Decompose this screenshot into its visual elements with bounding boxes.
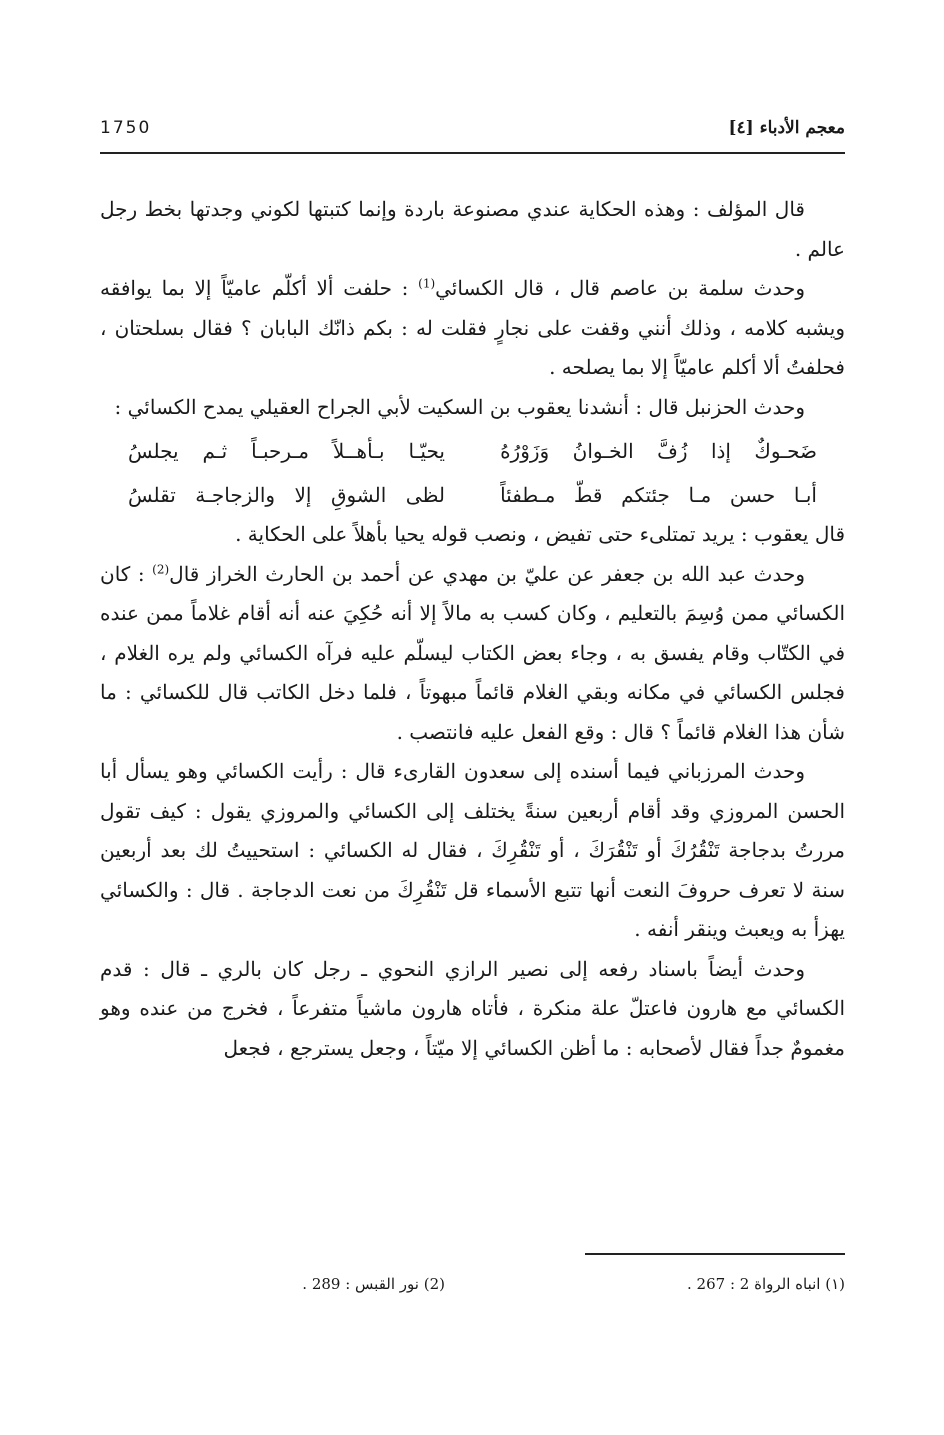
verse-line-2 bbox=[128, 475, 817, 515]
running-title: معجم الأدباء [٤] bbox=[728, 118, 845, 138]
header-rule bbox=[100, 152, 845, 154]
main-text bbox=[100, 190, 845, 1068]
page-number: 1750 bbox=[100, 118, 152, 138]
verse-1-first-hemistich: ضَحـوكٌ إذا زُفَّ الخـوانُ وَزَوْرُهُ bbox=[500, 439, 817, 463]
footnote-rule bbox=[585, 1253, 845, 1255]
page-header bbox=[100, 118, 845, 148]
paragraph-abdallah-text-a: وحدث عبد الله بن جعفر عن عليّ بن مهدي عن أحمد بن الحارث الخراز قال bbox=[169, 561, 805, 586]
paragraph-salama-text-b: : حلفت ألا أكلّم عاميّاً إلا بما يوافقه ويشبه كلامه ، وذلك أنني وقفت على نجارٍ فقلت له : بكم ذانّك البابان ؟ فقال بسلحتان ، فحلفتُ ألا أكلم عاميّاً إلا بما يصلحه . bbox=[100, 276, 845, 379]
verse-2-first-hemistich: أبـا حسن مـا جئتكم قطّ مـطفئاً bbox=[500, 483, 817, 507]
verse-2-second-hemistich: لظى الشوقِ إلا والزجاجـة تقلسُ bbox=[128, 483, 445, 507]
paragraph-abdallah bbox=[100, 555, 845, 753]
paragraph-yaqub: قال يعقوب : يريد تمتلىء حتى تفيض ، ونصب قوله يحيا بأهلاً على الحكاية . bbox=[235, 522, 845, 546]
paragraph-hazanbal: وحدث الحزنبل قال : أنشدنا يعقوب بن السكيت لأبي الجراح العقيلي يمدح الكسائي : bbox=[114, 394, 805, 419]
paragraph-salama bbox=[100, 269, 845, 388]
footnote-ref-2: (2) bbox=[152, 561, 170, 576]
verse-1-second-hemistich: يحيّـا بـأهــلاً مـرحبـاً ثـم يجلسُ bbox=[128, 439, 445, 463]
verse-line-1 bbox=[128, 431, 817, 471]
footnotes bbox=[100, 1275, 845, 1305]
footnote-ref-1: (1) bbox=[418, 276, 436, 291]
paragraph-marzubani: وحدث المرزباني فيما أسنده إلى سعدون القارىء قال : رأيت الكسائي وهو يسأل أبا الحسن المروزي وقد أقام أربعين سنةً يختلف إلى الكسائي والمروزي يقول : كيف تقول مررتُ بدجاجة تَنْقُرُكَ أو تَنْقُرَكَ ، أو تَنْقُرِكَ ، فقال له الكسائي : استحييتُ لك بعد أربعين سنة لا تعرف حروفَ النعت أنها تتبع الأسماء قل تَنْقُرِكَ من نعت الدجاجة . قال : والكسائي يهزأ به ويعبث وينقر أنفه . bbox=[100, 759, 846, 941]
paragraph-salama-text-a: وحدث سلمة بن عاصم قال ، قال الكسائي bbox=[435, 276, 805, 300]
paragraph-abdallah-text-b: : كان الكسائي ممن وُسِمَ بالتعليم ، وكان كسب به مالاً إلا أنه حُكِيَ عنه أنه أقام غلاماً ممن عنده في الكتّاب وقام يفسق به ، وجاء بعض الكتاب ليسلّم عليه فرآه الكسائي ولم يره الغلام ، فجلس الكسائي في مكانه وبقي الغلام قائماً مبهوتاً ، فلما دخل الكاتب قال للكسائي : ما شأن هذا الغلام قائماً ؟ قال : وقع الفعل عليه فانتصب . bbox=[100, 561, 846, 744]
paragraph-nusayr: وحدث أيضاً باسناد رفعه إلى نصير الرازي النحوي ـ رجل كان بالري ـ قال : قدم الكسائي مع هارون فاعتلّ علة منكرة ، فأتاه هارون ماشياً متفرعاً ، فخرج من عنده وهو مغمومٌ جداً فقال لأصحابه : ما أظن الكسائي إلا ميّتاً ، وجعل يسترجع ، فجعل bbox=[100, 956, 845, 1060]
paragraph-author-note: قال المؤلف : وهذه الحكاية عندي مصنوعة باردة وإنما كتبتها لكوني وجدتها بخط رجل عالم . bbox=[100, 197, 845, 261]
footnote-2: (2) نور القبس : 289 . bbox=[302, 1275, 445, 1293]
footnote-1: (١) انباه الرواة 2 : 267 . bbox=[687, 1275, 845, 1293]
